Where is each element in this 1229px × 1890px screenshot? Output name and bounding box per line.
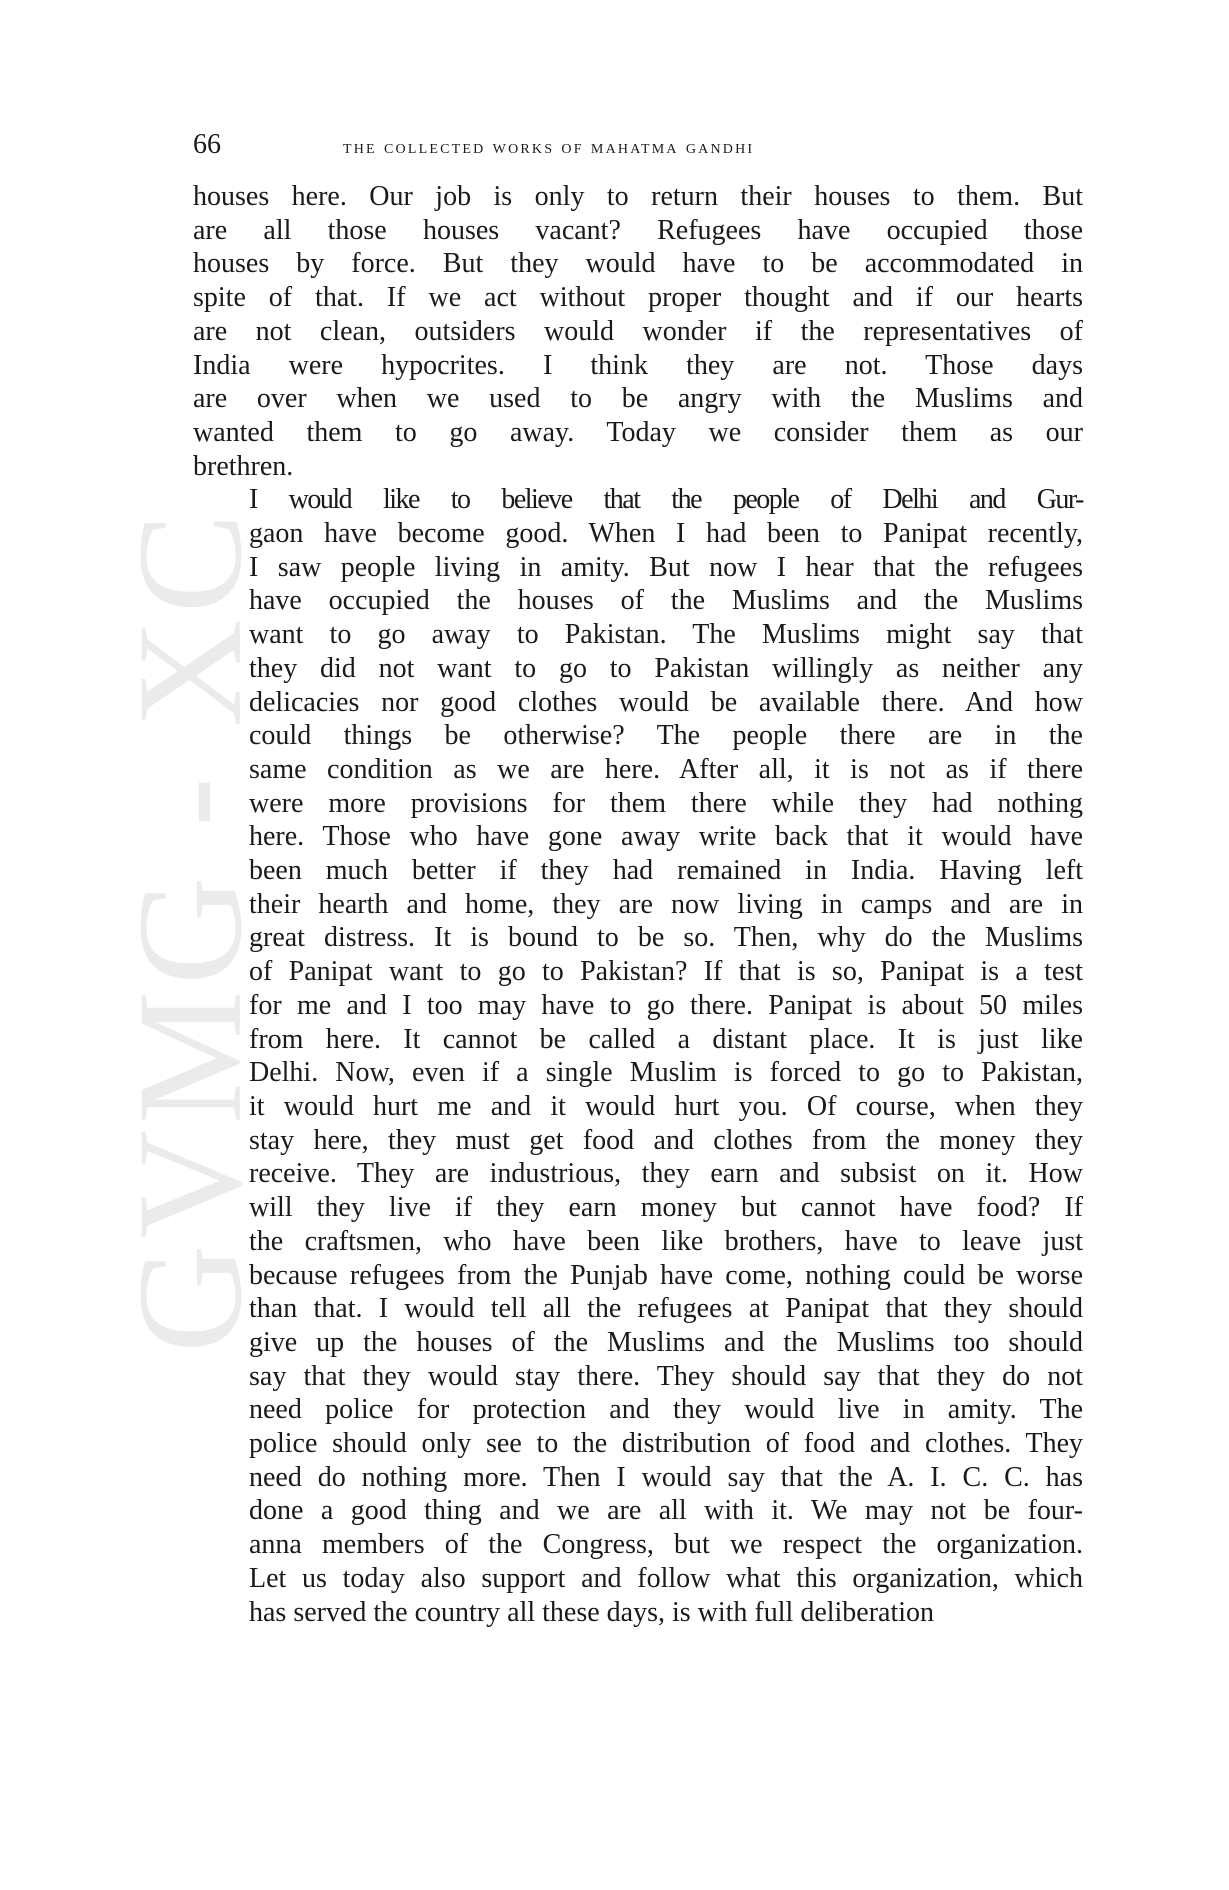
text-line: give up the houses of the Muslims and the Muslims too should [249, 1326, 1083, 1358]
text-line: same condition as we are here. After all, it is not as if there [249, 753, 1083, 785]
text-line: need police for protection and they would live in amity. The [249, 1394, 1083, 1426]
text-line: I would like to believe that the people of Delhi and Gur- [249, 484, 1083, 516]
text-line: houses here. Our job is only to return their houses to them. But [193, 181, 1083, 212]
paragraph [193, 180, 1083, 483]
text-line: wanted them to go away. Today we consider them as our [193, 416, 1083, 448]
running-title: the collected works of mahatma gandhi [343, 136, 755, 158]
text-line: the craftsmen, who have been like brothers, have to leave just [249, 1225, 1083, 1257]
text-line: done a good thing and we are all with it. We may not be four- [249, 1495, 1083, 1527]
text-line: they did not want to go to Pakistan willingly as neither any [249, 652, 1083, 684]
text-line: I saw people living in amity. But now I hear that the refugees [249, 551, 1083, 583]
text-line: because refugees from the Punjab have come, nothing could be worse [249, 1259, 1083, 1291]
text-line: gaon have become good. When I had been to Panipat recently, [249, 518, 1083, 550]
text-line: spite of that. If we act without proper thought and if our hearts [193, 282, 1083, 314]
text-line: here. Those who have gone away write back that it would have [249, 821, 1083, 853]
text-line: are all those houses vacant? Refugees have occupied those [193, 214, 1083, 246]
text-line: has served the country all these days, is with full deliberation [249, 1596, 935, 1628]
text-line: will they live if they earn money but cannot have food? If [249, 1192, 1083, 1224]
text-line: houses by force. But they would have to be accommodated in [193, 248, 1083, 280]
page-number: 66 [193, 129, 221, 160]
text-line: great distress. It is bound to be so. Then, why do the Muslims [249, 922, 1083, 954]
text-line: from here. It cannot be called a distant place. It is just like [249, 1023, 1083, 1055]
text-line: were more provisions for them there while they had nothing [249, 787, 1083, 819]
text-line: receive. They are industrious, they earn and subsist on it. How [249, 1158, 1083, 1190]
paragraph [193, 483, 1083, 1629]
text-line: have occupied the houses of the Muslims and the Muslims [249, 585, 1083, 617]
text-line: brethren. [193, 450, 294, 482]
text-line: Delhi. Now, even if a single Muslim is forced to go to Pakistan, [249, 1057, 1083, 1089]
page-header [193, 128, 1083, 168]
text-line: Let us today also support and follow what this organization, which [249, 1562, 1083, 1594]
text-line: police should only see to the distribution of food and clothes. They [249, 1428, 1083, 1460]
text-line: of Panipat want to go to Pakistan? If that is so, Panipat is a test [249, 956, 1083, 988]
text-line: stay here, they must get food and clothes from the money they [249, 1124, 1083, 1156]
text-line: are over when we used to be angry with the Muslims and [193, 383, 1083, 415]
text-line: delicacies nor good clothes would be available there. And how [249, 686, 1083, 718]
text-line: than that. I would tell all the refugees at Panipat that they should [249, 1293, 1083, 1325]
text-line: want to go away to Pakistan. The Muslims might say that [249, 619, 1083, 651]
watermark-text: GVMG - XC [107, 507, 273, 1353]
text-line: could things be otherwise? The people there are in the [249, 720, 1083, 752]
text-line: anna members of the Congress, but we respect the organization. [249, 1529, 1083, 1561]
text-line: need do nothing more. Then I would say that the A. I. C. C. has [249, 1461, 1083, 1493]
text-line: their hearth and home, they are now living in camps and are in [249, 888, 1083, 920]
text-line: for me and I too may have to go there. Panipat is about 50 miles [249, 989, 1083, 1021]
text-line: India were hypocrites. I think they are not. Those days [193, 349, 1083, 381]
text-line: are not clean, outsiders would wonder if the representatives of [193, 315, 1083, 347]
text-line: say that they would stay there. They should say that they do not [249, 1360, 1083, 1392]
text-line: it would hurt me and it would hurt you. Of course, when they [249, 1090, 1083, 1122]
text-line: been much better if they had remained in India. Having left [249, 855, 1083, 887]
body-text [193, 180, 1083, 1629]
